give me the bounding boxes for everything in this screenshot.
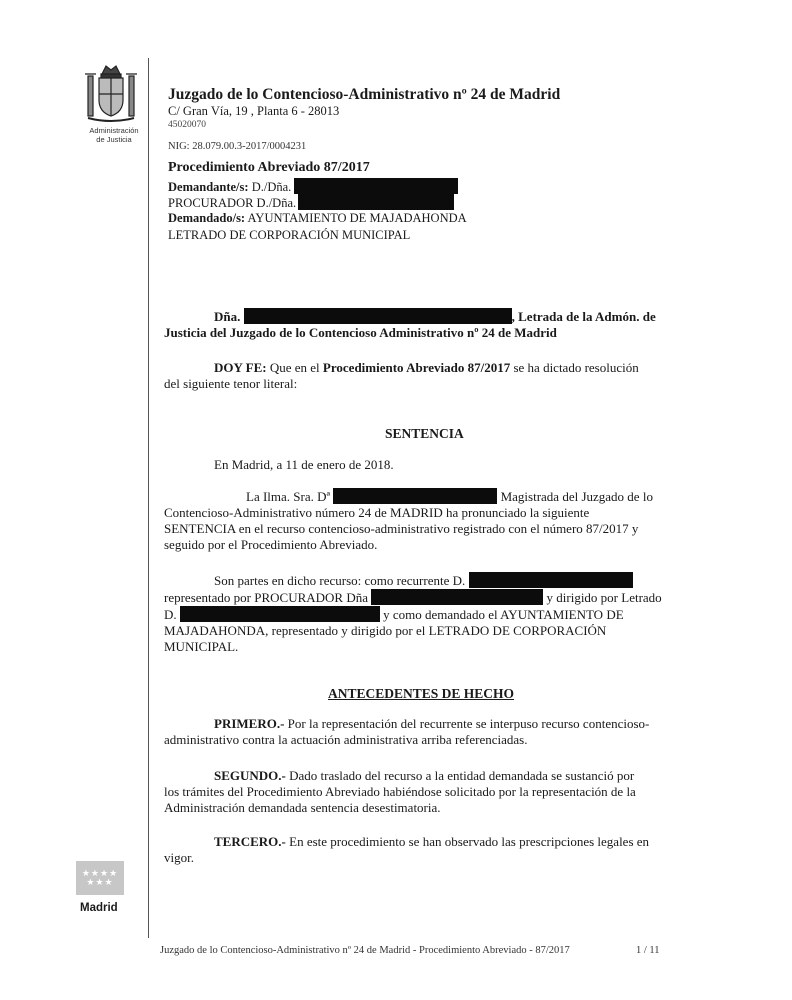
redaction-block — [333, 488, 497, 504]
letrado-line: LETRADO DE CORPORACIÓN MUNICIPAL — [168, 228, 411, 242]
primero-text2: administrativo contra la actuación administrativa arriba referenciadas. — [164, 732, 528, 747]
nig-number: NIG: 28.079.00.3-2017/0004231 — [168, 141, 307, 152]
margin-rule — [148, 58, 149, 938]
segundo-paragraph — [164, 768, 691, 816]
madrid-flag-icon: ★★★★ ★★★ — [76, 861, 124, 895]
partes-line2b: y dirigido por Letrado — [546, 590, 662, 605]
tercero-text2: vigor. — [164, 850, 194, 865]
footer-text: Juzgado de lo Contencioso-Administrativo nº 24 de Madrid - Procedimiento Abreviado - 87/2017 — [160, 945, 570, 956]
court-code: 45020070 — [168, 120, 206, 130]
court-address: C/ Gran Vía, 19 , Planta 6 - 28013 — [168, 104, 340, 118]
segundo-text2: los trámites del Procedimiento Abreviado habiéndose solicitado por la representación de la — [164, 784, 636, 799]
defendant-label: Demandado/s: — [168, 211, 246, 225]
doy-fe-text1: Que en el — [269, 360, 320, 375]
magistrada-paragraph — [164, 488, 691, 553]
plaintiff-label: Demandante/s: — [168, 180, 249, 194]
plaintiff-value: D./Dña. — [251, 180, 292, 194]
primero-text1: Por la representación del recurrente se interpuso recurso contencioso- — [287, 716, 650, 731]
magistrada-line4: seguido por el Procedimiento Abreviado. — [164, 537, 378, 552]
court-name: Juzgado de lo Contencioso-Administrativo nº 24 de Madrid — [168, 86, 561, 103]
redaction-block — [180, 606, 380, 622]
partes-line3b: y como demandado el AYUNTAMIENTO DE — [383, 607, 624, 622]
madrid-label: Madrid — [80, 902, 118, 914]
dna-prefix: Dña. — [214, 309, 241, 324]
redaction-block — [244, 308, 512, 324]
letrada-paragraph — [164, 308, 691, 341]
partes-paragraph — [164, 572, 691, 655]
doy-fe-label: DOY FE: — [214, 360, 267, 375]
partes-line2a: representado por PROCURADOR Dña — [164, 590, 369, 605]
tercero-paragraph — [164, 834, 691, 866]
partes-prefix: Son partes en dicho recurso: como recurrente D. — [214, 573, 466, 588]
tercero-text1: En este procedimiento se han observado las prescripciones legales en — [289, 834, 650, 849]
redaction-block — [371, 589, 543, 605]
sentencia-heading: SENTENCIA — [385, 426, 464, 441]
doy-fe-text2: se ha dictado resolución — [513, 360, 639, 375]
redaction-block — [469, 572, 633, 588]
segundo-text3: Administración demandada sentencia desestimatoria. — [164, 800, 441, 815]
tercero-label: TERCERO.- — [214, 834, 286, 849]
redaction-block — [294, 178, 458, 194]
page-number: 1 / 11 — [636, 945, 660, 956]
coat-of-arms-icon — [82, 62, 140, 124]
segundo-label: SEGUNDO.- — [214, 768, 286, 783]
redaction-block — [298, 194, 454, 210]
segundo-text1: Dado traslado del recurso a la entidad demandada se sustanció por — [289, 768, 635, 783]
defendant-line — [168, 211, 467, 226]
primero-label: PRIMERO.- — [214, 716, 285, 731]
primero-paragraph — [164, 716, 691, 748]
doy-fe-procedure: Procedimiento Abreviado 87/2017 — [322, 360, 511, 375]
magistrada-line2: Contencioso-Administrativo número 24 de MADRID ha pronunciado la siguiente — [164, 505, 590, 520]
antecedentes-heading: ANTECEDENTES DE HECHO — [328, 686, 515, 701]
dna-line2: Justicia del Juzgado de lo Contencioso Administrativo nº 24 de Madrid — [164, 325, 557, 340]
plaintiff-line — [168, 178, 458, 195]
date-line: En Madrid, a 11 de enero de 2018. — [214, 457, 394, 472]
partes-line5: MUNICIPAL. — [164, 639, 239, 654]
doy-fe-line2: del siguiente tenor literal: — [164, 376, 298, 391]
partes-line3a: D. — [164, 607, 177, 622]
doy-fe-paragraph — [164, 360, 691, 392]
dna-suffix: , Letrada de la Admón. de — [511, 309, 656, 324]
procurador-line — [168, 194, 454, 211]
magistrada-suffix: Magistrada del Juzgado de lo — [500, 489, 653, 504]
partes-line4: MAJADAHONDA, representado y dirigido por el LETRADO DE CORPORACIÓN — [164, 623, 607, 638]
procedure-title: Procedimiento Abreviado 87/2017 — [168, 160, 370, 175]
administracion-justicia-label: Administración de Justicia — [89, 126, 139, 144]
magistrada-line3: SENTENCIA en el recurso contencioso-administrativo registrado con el número 87/2017 y — [164, 521, 639, 536]
defendant-value: AYUNTAMIENTO DE MAJADAHONDA — [247, 211, 467, 225]
procurador-label: PROCURADOR D./Dña. — [168, 196, 297, 210]
magistrada-prefix: La Ilma. Sra. Dª — [246, 489, 331, 504]
